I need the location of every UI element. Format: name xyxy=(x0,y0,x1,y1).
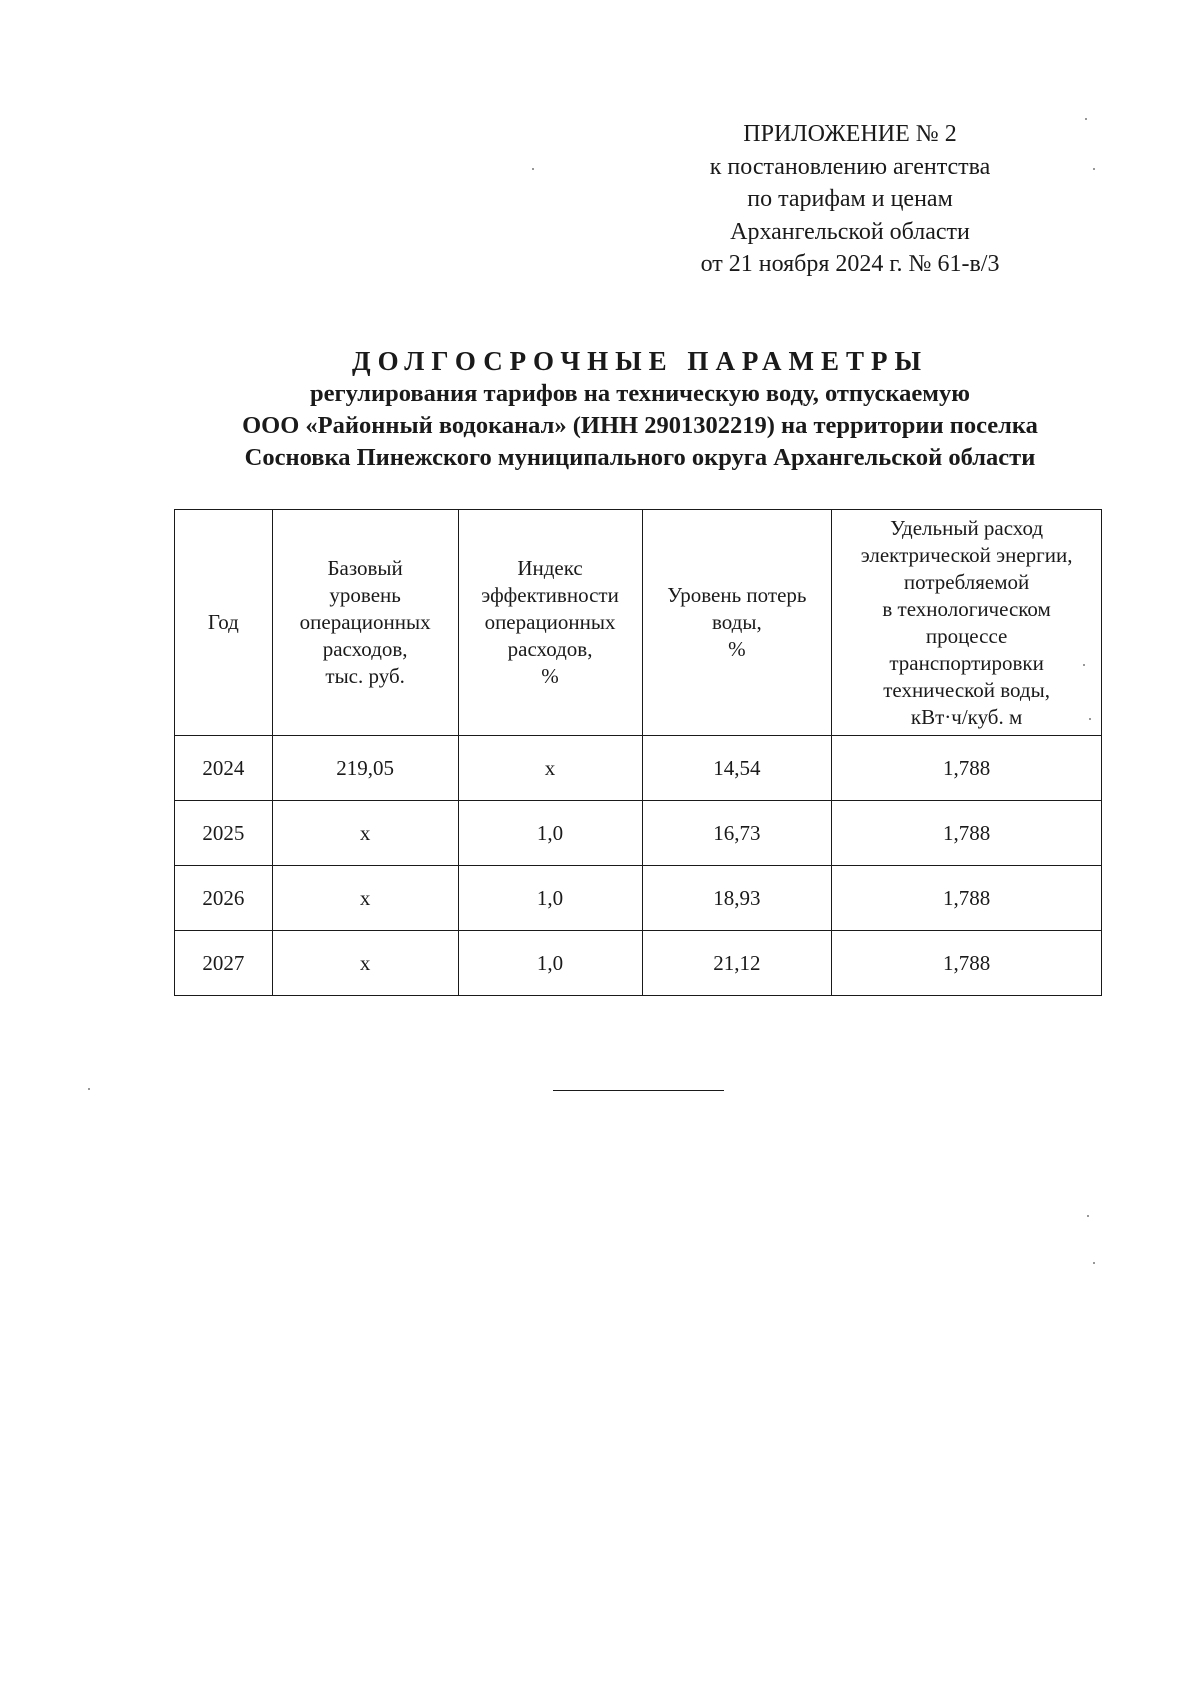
cell-efficiency-index: 1,0 xyxy=(458,801,642,866)
scan-speck xyxy=(1093,168,1095,170)
title-line: регулирования тарифов на техническую воду, отпускаемую xyxy=(310,380,970,407)
cell-energy-consumption: 1,788 xyxy=(832,866,1102,931)
table-row xyxy=(175,866,1102,931)
header-efficiency-index xyxy=(458,510,642,736)
cell-energy-consumption: 1,788 xyxy=(832,801,1102,866)
header-line: в технологическом xyxy=(882,596,1051,621)
header-line: расходов, xyxy=(507,637,593,661)
header-line: Базовый xyxy=(327,556,403,580)
header-line: эффективности xyxy=(481,583,619,607)
cell-base-level: х xyxy=(272,801,458,866)
appendix-date-number: от 21 ноября 2024 г. № 61-в/3 xyxy=(700,251,1000,277)
header-line: Год xyxy=(207,610,239,634)
table-row xyxy=(175,801,1102,866)
end-separator-line xyxy=(553,1090,724,1091)
header-line: уровень xyxy=(329,583,401,607)
appendix-ref-line: Архангельской области xyxy=(730,218,970,245)
header-line: Удельный расход xyxy=(890,515,1044,540)
cell-energy-consumption: 1,788 xyxy=(832,931,1102,996)
header-line: операционных xyxy=(484,610,616,634)
table-header xyxy=(175,510,1102,736)
cell-year: 2025 xyxy=(175,801,273,866)
header-line: % xyxy=(728,637,746,661)
cell-efficiency-index: х xyxy=(458,736,642,801)
header-water-loss xyxy=(642,510,832,736)
cell-efficiency-index: 1,0 xyxy=(458,931,642,996)
scan-speck xyxy=(1093,1262,1095,1264)
header-line: электрической энергии, xyxy=(860,542,1073,567)
cell-base-level: 219,05 xyxy=(272,736,458,801)
scan-speck xyxy=(1085,118,1087,120)
header-line: тыс. руб. xyxy=(325,664,405,688)
header-line: потребляемой xyxy=(903,569,1030,594)
title-main: ДОЛГОСРОЧНЫЕ ПАРАМЕТРЫ xyxy=(352,346,928,376)
cell-water-loss: 18,93 xyxy=(642,866,832,931)
header-line: Индекс xyxy=(517,556,583,580)
parameters-table xyxy=(174,509,1102,996)
header-row xyxy=(175,510,1102,736)
scan-speck xyxy=(532,168,534,170)
header-year xyxy=(175,510,273,736)
table-body xyxy=(175,736,1102,996)
cell-year: 2027 xyxy=(175,931,273,996)
header-base-level xyxy=(272,510,458,736)
header-line: операционных xyxy=(299,610,431,634)
cell-base-level: х xyxy=(272,931,458,996)
cell-base-level: х xyxy=(272,866,458,931)
cell-water-loss: 16,73 xyxy=(642,801,832,866)
scan-speck xyxy=(1083,664,1085,666)
header-line: транспортировки xyxy=(889,650,1044,675)
header-line: расходов, xyxy=(322,637,408,661)
table-row xyxy=(175,736,1102,801)
header-energy-consumption xyxy=(832,510,1102,736)
appendix-number: ПРИЛОЖЕНИЕ № 2 xyxy=(743,121,957,147)
scan-speck xyxy=(1087,1215,1089,1217)
header-line: воды, xyxy=(712,610,762,634)
header-line: Уровень потерь xyxy=(667,583,807,607)
appendix-header xyxy=(700,118,1000,281)
scan-speck xyxy=(88,1088,90,1090)
cell-water-loss: 14,54 xyxy=(642,736,832,801)
header-line: % xyxy=(541,664,559,688)
table-row xyxy=(175,931,1102,996)
cell-energy-consumption: 1,788 xyxy=(832,736,1102,801)
header-line: кВт·ч/куб. м xyxy=(910,704,1023,729)
header-line: процессе xyxy=(925,623,1008,648)
document-title xyxy=(170,344,1110,474)
appendix-ref-line: к постановлению агентства xyxy=(709,153,991,180)
title-line: ООО «Районный водоканал» (ИНН 2901302219) на территории поселка xyxy=(242,412,1038,439)
cell-year: 2024 xyxy=(175,736,273,801)
cell-year: 2026 xyxy=(175,866,273,931)
appendix-ref-line: по тарифам и ценам xyxy=(747,186,953,212)
title-line: Сосновка Пинежского муниципального округа Архангельской области xyxy=(244,444,1036,471)
scan-speck xyxy=(1089,718,1091,720)
header-line: технической воды, xyxy=(883,677,1050,702)
cell-efficiency-index: 1,0 xyxy=(458,866,642,931)
cell-water-loss: 21,12 xyxy=(642,931,832,996)
